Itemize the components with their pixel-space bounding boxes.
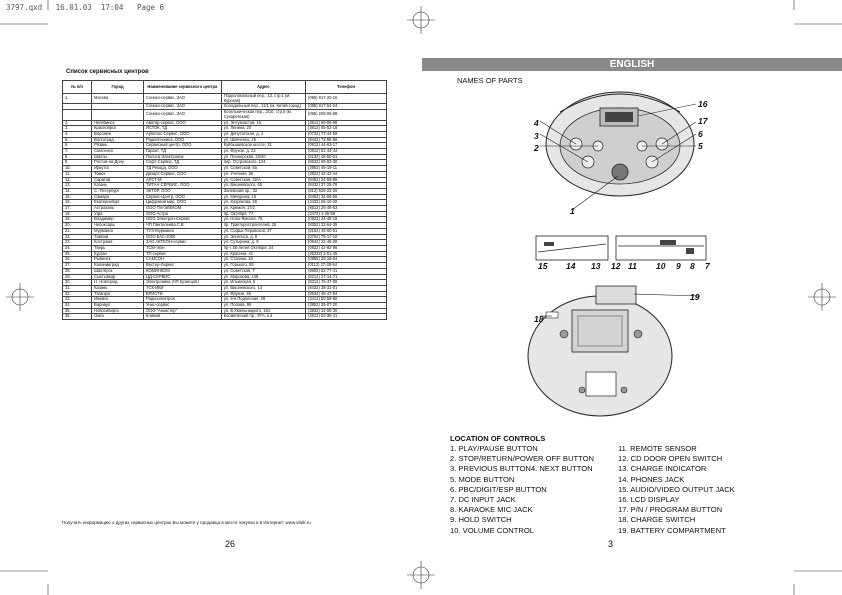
callout-5: 5 [698,141,703,151]
table-cell: Шахты [92,154,144,160]
table-cell: Воронеж [92,131,144,137]
table-cell: 28. [63,268,92,274]
language-banner: ENGLISH [422,58,842,71]
table-cell: ТИТАН СЕРВИС, ООО [143,183,221,189]
table-cell: 16. [63,200,92,206]
controls-list-right [618,444,735,536]
table-cell: (3432) 55-10-20 [305,200,386,206]
callout-19: 19 [690,292,700,302]
list-item: 13. CHARGE INDICATOR [618,464,707,474]
table-cell: Казань [92,183,144,189]
table-cell: ул. Советской, 8а [221,166,305,172]
table-cell: Сонико-сервис, ЗАО [143,110,221,120]
table-cell: (8462) 34-66-56 [305,194,386,200]
table-cell: 21. [63,228,92,234]
table-cell: 35. [63,308,92,314]
table-cell: ул. Ленина, 20 [221,126,305,132]
table-cell: 32. [63,291,92,297]
table-cell: Радиотехника, ООО [143,137,221,143]
table-cell: Ижевск [92,297,144,303]
table-cell: ул. Шевченко, 25 [221,137,305,143]
table-cell: ул. Стоянки, 19 [221,257,305,263]
callout-1: 1 [570,206,575,216]
table-cell: 12. [63,177,92,183]
table-header-row [63,81,387,94]
table-cell: ООО ТМ-ЭЛЕКОМ [143,206,221,212]
table-body [63,94,387,320]
callout-12: 12 [611,261,621,271]
table-cell: Куйбышевское шоссе, 31 [221,143,305,149]
table-cell: ООО Электрон-Сервис [143,217,221,223]
list-item: 16. LCD DISPLAY [618,495,680,505]
table-cell: Холодильный пер., 11/1 (м. Китай-город) [221,104,305,110]
table-cell: Владимир [92,217,144,223]
footnote: Получить информацию о других сервисных центрах Вы можете у продавца в месте покупки и в Интернет: www.vitek.ru [62,520,311,525]
table-cell: 19. [63,217,92,223]
table-cell: (8632) 65-93-30 [305,160,386,166]
table-cell: Электроника (ЧП Кузнецов) [143,280,221,286]
table-cell: 36. [63,314,92,320]
location-of-controls-title: LOCATION OF CONTROLS [450,434,546,443]
table-cell: 14. [63,188,92,194]
table-cell: (3832) 12-58-30 [305,308,386,314]
table-cell: Курган [92,251,144,257]
table-cell: ул. Горького, 55 [221,263,305,269]
table-cell: (812) 528-22-20 [305,188,386,194]
table-cell: ЧП Пантелеева С.В. [143,223,221,229]
table-cell [92,110,144,120]
table-cell: Космический пр., 97А, к.4 [221,314,305,320]
table-cell: ООО БАС-2000 [143,234,221,240]
table-cell: (8452) 24-59-98 [305,177,386,183]
table-cell: Н. Новгород [92,280,144,286]
table-cell: Сонико-сервис, ЗАО [143,104,221,110]
table-cell: 33. [63,297,92,303]
callout-3: 3 [534,131,539,141]
table-cell: Гарант, ТД [143,149,221,155]
table-cell: 9. [63,160,92,166]
table-cell: 10. [63,166,92,172]
table-cell: Сервис-Центр, ООО [143,194,221,200]
table-cell: 6. [63,143,92,149]
table-cell: (3472) 1-45-59 [305,211,386,217]
service-centers-title: Список сервисных центров [66,69,149,75]
table-cell [63,110,92,120]
list-item: 8. KARAOKE MIC JACK [450,505,533,515]
col-city: Город [92,81,144,94]
list-item: 18. CHARGE SWITCH [618,515,696,525]
table-cell: ул. Фрунзе, д. 22 [221,149,305,155]
list-item: 14. PHONES JACK [618,474,685,484]
table-cell: Шахтёрск [92,268,144,274]
table-cell: САМСОН [143,257,221,263]
table-cell: Климов [143,314,221,320]
table-cell: ул. Б.Хмельницкого, 151 [221,308,305,314]
table-cell: (8352) 22-64-35 [305,223,386,229]
callout-10: 10 [656,261,666,271]
table-cell: Барнаул [92,303,144,309]
player-side-views [536,236,706,260]
callout-2: 2 [534,143,539,153]
table-cell: ул. Сутырина, д. 9 [221,240,305,246]
table-cell: Чебоксары [92,223,144,229]
table-cell: пр-т 50-летия Октября, 24 [221,245,305,251]
table-cell: ул. Морозова, 146 [221,274,305,280]
table-cell: Котельническая пер., 3/10, стр.5 (м. Сухаревская) [221,110,305,120]
page-number-right: 3 [608,539,614,549]
list-item: 2. STOP/RETURN/POWER OFF BUTTON [450,454,595,464]
player-top-view [546,92,694,196]
table-cell: 29. [63,274,92,280]
table-cell: (8692) 62-77-41 [305,268,386,274]
table-cell: 24. [63,245,92,251]
col-number: № п/п [63,81,92,94]
table-cell: пр. Тракторостроителей, 26 [221,223,305,229]
table-cell: Унис-сервис [143,303,221,309]
table-cell: Вестер-Лирекс [143,263,221,269]
table-cell: (3912) 65-52-18 [305,126,386,132]
names-of-parts-title: NAMES OF PARTS [457,76,523,85]
table-cell: (0942) 22-46-28 [305,240,386,246]
table-cell: 3. [63,126,92,132]
table-cell: 34. [63,303,92,309]
list-item: 3. PREVIOUS BUTTON4. NEXT BUTTON [450,464,593,474]
table-cell: ИСТОК, ТД [143,126,221,132]
table-cell: (8432) 37-25-78 [305,183,386,189]
table-cell: ООО "Анкастер" [143,308,221,314]
table-cell: Сервисный центр, ООО [143,143,221,149]
table-cell: Цифровой мир, ООО [143,200,221,206]
table-row [63,110,387,120]
callout-18: 18 [534,314,544,324]
table-cell: ЗАО АКТЕОН-сервис [143,240,221,246]
table-cell: (0822) 42-92-96 [305,245,386,251]
table-row [63,314,387,320]
page-number-left: 26 [225,539,236,549]
table-cell: С.-Петербург [92,188,144,194]
table-cell: ТД Рекорд, ООО [143,166,221,172]
table-cell: (0752) 75-17-10 [305,234,386,240]
table-cell: (8432) 38-31-01 [305,285,386,291]
table-cell: Новосибирск [92,308,144,314]
table-cell: Кострома [92,240,144,246]
print-header: 3797.qxd 16.01.03 17:04 Page 6 [6,3,165,12]
table-cell: ул. Ново-Ямская, 75 [221,217,305,223]
table-cell: (3812) 53-36-41 [305,314,386,320]
table-cell: 8. [63,154,92,160]
table-cell: ТСМ-техн [143,245,221,251]
controls-list-left [450,444,594,536]
table-cell: Омск [92,314,144,320]
table-cell: Ростов-на-Дону [92,160,144,166]
table-cell: 13. [63,183,92,189]
table-cell: (8152) 45-60-61 [305,228,386,234]
table-cell: 25. [63,251,92,257]
table-cell: 23. [63,240,92,246]
table-cell: ул. Хохрякова, 55 [221,200,305,206]
list-item: 5. MODE BUTTON [450,474,515,484]
callout-17: 17 [698,116,708,126]
list-item: 15. AUDIO/VIDEO OUTPUT JACK [618,484,735,494]
table-cell: Астрахань [92,206,144,212]
table-cell: Екатеринбург [92,200,144,206]
table-cell: (0112) 27-38-54 [305,263,386,269]
table-cell: (3852) 35-07-20 [305,303,386,309]
table-cell: (0922) 24-48-19 [305,217,386,223]
table-cell: 7. [63,149,92,155]
callout-6: 6 [698,129,703,139]
table-cell: Тамбов [92,234,144,240]
table-cell: Заневский пр., 32 [221,188,305,194]
table-cell: 15. [63,194,92,200]
col-phone: Телефон [305,81,386,94]
col-center-name: Наименование сервисного центра [143,81,221,94]
callout-13: 13 [591,261,601,271]
table-cell: (0732) 77-44-59 [305,131,386,137]
table-cell: ЦД-СЕРВИС [143,274,221,280]
table-cell: Волгоград [92,137,144,143]
list-item: 6. PBC/DIGIT/ESP BUTTON [450,484,547,494]
table-cell: (095) 917-54-24 [305,104,386,110]
callout-11: 11 [628,261,637,271]
table-cell: ул. Энтузиастов, 15 [221,120,305,126]
table-cell: ТП-сервис [143,251,221,257]
table-cell: Саратов [92,177,144,183]
table-cell: Рыбинск [92,257,144,263]
table-cell: (8212) 27-14-71 [305,274,386,280]
table-cell: ул. Энгельса, д. 8 [221,234,305,240]
callout-16: 16 [698,99,708,109]
table-cell: Аватар-сервис, ООО [143,120,221,126]
col-address: Адрес [221,81,305,94]
table-cell: ул. Фрунзе, 46 [221,291,305,297]
table-cell: (095) 917-20-16 [305,94,386,104]
table-cell: ул. Советская, 7 [221,268,305,274]
table-cell: Арбелос-Сервис, ООО [143,131,221,137]
table-cell: ул. Красина, 41 [221,251,305,257]
table-cell: пр. Октября, 77 [221,211,305,217]
table-cell: Тверь [92,245,144,251]
callout-15: 15 [538,261,548,271]
table-cell: (35222) 2-51-45 [305,251,386,257]
list-item: 19. BATTERY COMPARTMENT [618,525,726,535]
table-cell: ул. Кремля, 17/2 [221,206,305,212]
callout-7: 7 [705,261,710,271]
callout-9: 9 [676,261,681,271]
table-cell: Сонико-сервис, ЗАО [143,94,221,104]
table-cell: Мурманск [92,228,144,234]
table-cell: 31. [63,285,92,291]
callout-4: 4 [534,118,539,128]
list-item: 17. P/N / PROGRAM BUTTON [618,505,723,515]
table-cell: ул. 9-я Подлесная, 29 [221,297,305,303]
table-cell: (095) 208-06-88 [305,110,386,120]
table-cell: Челябинск [92,120,144,126]
callout-14: 14 [566,261,576,271]
table-cell: Казань [92,285,144,291]
table-cell: КОМИНКОМ [143,268,221,274]
table-row [63,94,387,104]
list-item: 12. CD DOOR OPEN SWITCH [618,454,723,464]
table-cell: Томск [92,171,144,177]
table-cell: (3512) 66-06-98 [305,120,386,126]
list-item: 11. REMOTE SENSOR [618,444,697,453]
table-cell: Уфа [92,211,144,217]
table-cell: ул. Учебная, 26 [221,171,305,177]
table-cell: 2. [63,120,92,126]
table-cell: ул. Советская, 32/А [221,177,305,183]
table-cell: ТСК-ИКИ [143,285,221,291]
table-cell: ул. Вишневского, 14 [221,285,305,291]
table-cell: Сыктывкар [92,274,144,280]
table-cell: ООО Астра [143,211,221,217]
table-cell: (8512) 25-48-53 [305,206,386,212]
table-cell: Подколокольный пер., 13, стр.1 (м. Курская) [221,94,305,104]
table-cell: ЭКТОР, ООО [143,188,221,194]
table-cell: 27. [63,263,92,269]
table-cell: (0912) 44-63-17 [305,143,386,149]
table-cell: (0855) 28-18-04 [305,257,386,263]
table-cell: БРИСТИ [143,291,221,297]
table-cell: (3412) 50-59-80 [305,297,386,303]
list-item: 9. HOLD SWITCH [450,515,512,525]
table-cell: (0812) 51-44-44 [305,149,386,155]
table-cell: ул. Попова, 86 [221,303,305,309]
table-cell: (3822) 42-42-44 [305,171,386,177]
table-cell: (8132) 46-50-51 [305,154,386,160]
service-centers-table [62,80,387,320]
list-item: 7. DC INPUT JACK [450,495,516,505]
table-cell: 26. [63,257,92,263]
table-cell: 5. [63,137,92,143]
table-cell: ул. Депутатская, д. 4 [221,131,305,137]
table-cell: Полоса Электроник [143,154,221,160]
table-cell: Иркутск [92,166,144,172]
table-cell: пер. Островского, 124 [221,160,305,166]
list-item: 10. VOLUME CONTROL [450,525,534,535]
table-cell: Радиоэлектрон [143,297,221,303]
callout-8: 8 [690,261,695,271]
table-cell: 30. [63,280,92,286]
table-cell: 18. [63,211,92,217]
list-item: 1. PLAY/PAUSE BUTTON [450,444,538,453]
table-cell: Рязань [92,143,144,149]
table-cell: Таганрог [92,291,144,297]
table-cell: 22. [63,234,92,240]
table-cell: ул. Пионерская, 23/40 [221,154,305,160]
table-cell: (8634) 46-47-94 [305,291,386,297]
table-cell: 17. [63,206,92,212]
table-cell: АЛСТ-М [143,177,221,183]
table-cell: ул. Вишневского, 65 [221,183,305,189]
table-cell: 4. [63,131,92,137]
table-cell: Калининград [92,263,144,269]
table-cell: Красноярск [92,126,144,132]
table-cell: (8442) 72-85-56 [305,137,386,143]
table-cell: 11. [63,171,92,177]
table-cell: Москва [92,94,144,104]
table-cell: ТУЭ-Мурманск [143,228,221,234]
table-cell: (3952) 46-19-11 [305,166,386,172]
table-cell: ул. Мичурина, 15 [221,194,305,200]
table-cell: Смоленск [92,149,144,155]
table-cell: (8312) 75-47-09 [305,280,386,286]
player-bottom-view [528,286,672,416]
table-cell: ул. Ильинская, 5 [221,280,305,286]
table-cell: ул. Софьи Перовской, 37 [221,228,305,234]
table-cell: Самара [92,194,144,200]
table-cell: Софт-Сервис, ТД [143,160,221,166]
table-cell: Дизарт-Сервис, ООО [143,171,221,177]
table-cell: 1. [63,94,92,104]
table-cell: 20. [63,223,92,229]
